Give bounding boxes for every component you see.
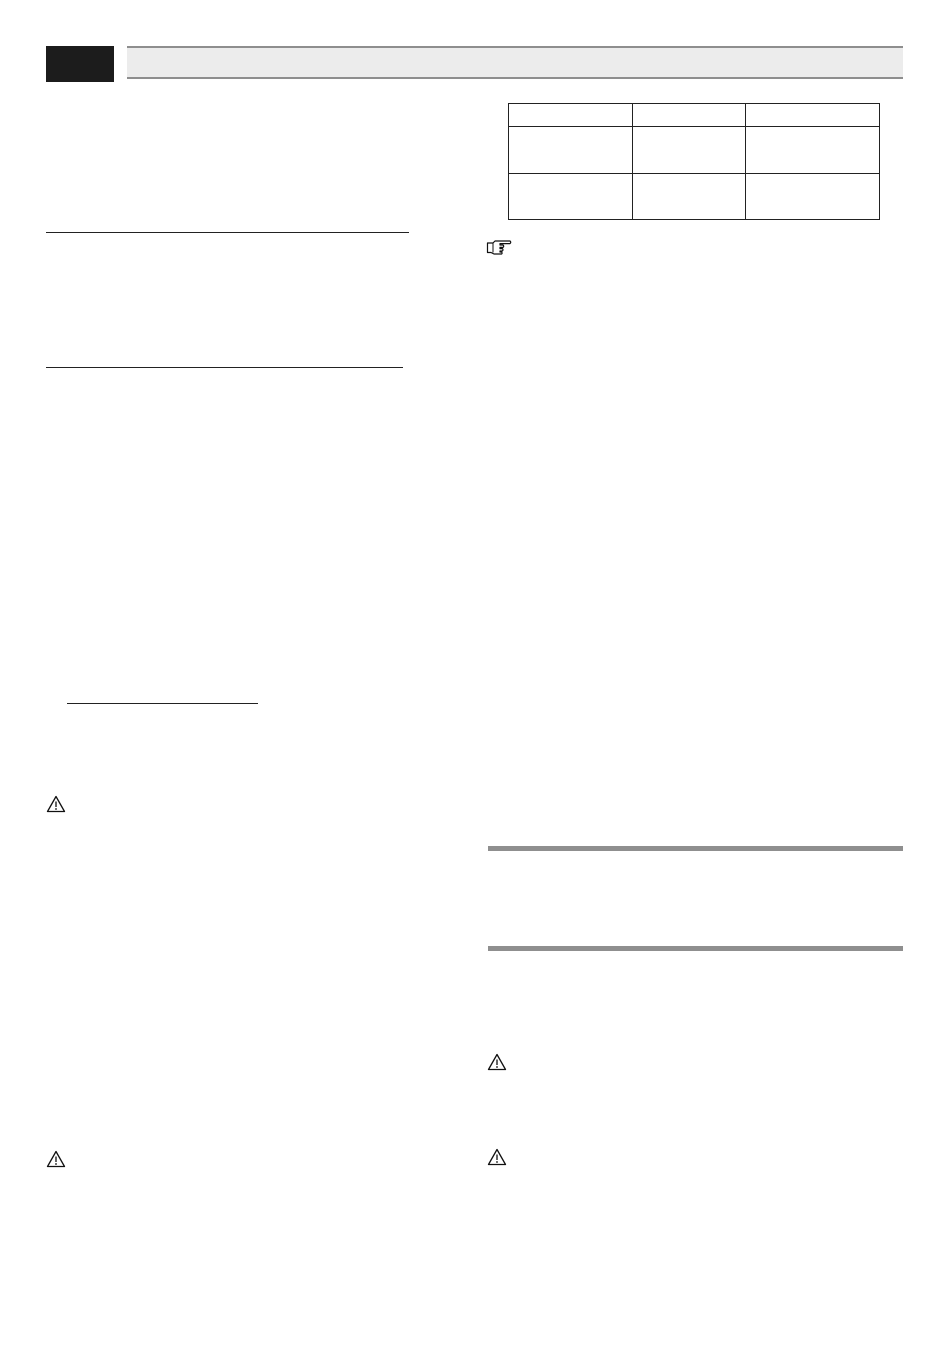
table-row <box>509 127 880 174</box>
section-rule-2 <box>488 946 903 951</box>
subheading-rule-1 <box>46 232 409 233</box>
table-cell <box>746 104 880 127</box>
subheading-rule-3 <box>67 703 258 704</box>
table-cell <box>633 174 746 220</box>
warning-triangle-icon <box>46 795 66 813</box>
table-cell <box>509 174 633 220</box>
pointing-hand-icon <box>486 239 512 255</box>
table-cell <box>633 104 746 127</box>
spec-table <box>508 103 880 220</box>
table-cell <box>633 127 746 174</box>
warning-triangle-icon <box>46 1150 66 1168</box>
table-cell <box>746 174 880 220</box>
table-cell <box>509 104 633 127</box>
warning-triangle-icon <box>487 1053 507 1071</box>
section-rule-1 <box>488 846 903 851</box>
section-tab <box>46 46 114 82</box>
warning-triangle-icon <box>487 1148 507 1166</box>
table-row <box>509 104 880 127</box>
table-row <box>509 174 880 220</box>
subheading-rule-2 <box>46 367 403 368</box>
table-cell <box>509 127 633 174</box>
section-title-bar <box>127 46 903 79</box>
table-cell <box>746 127 880 174</box>
